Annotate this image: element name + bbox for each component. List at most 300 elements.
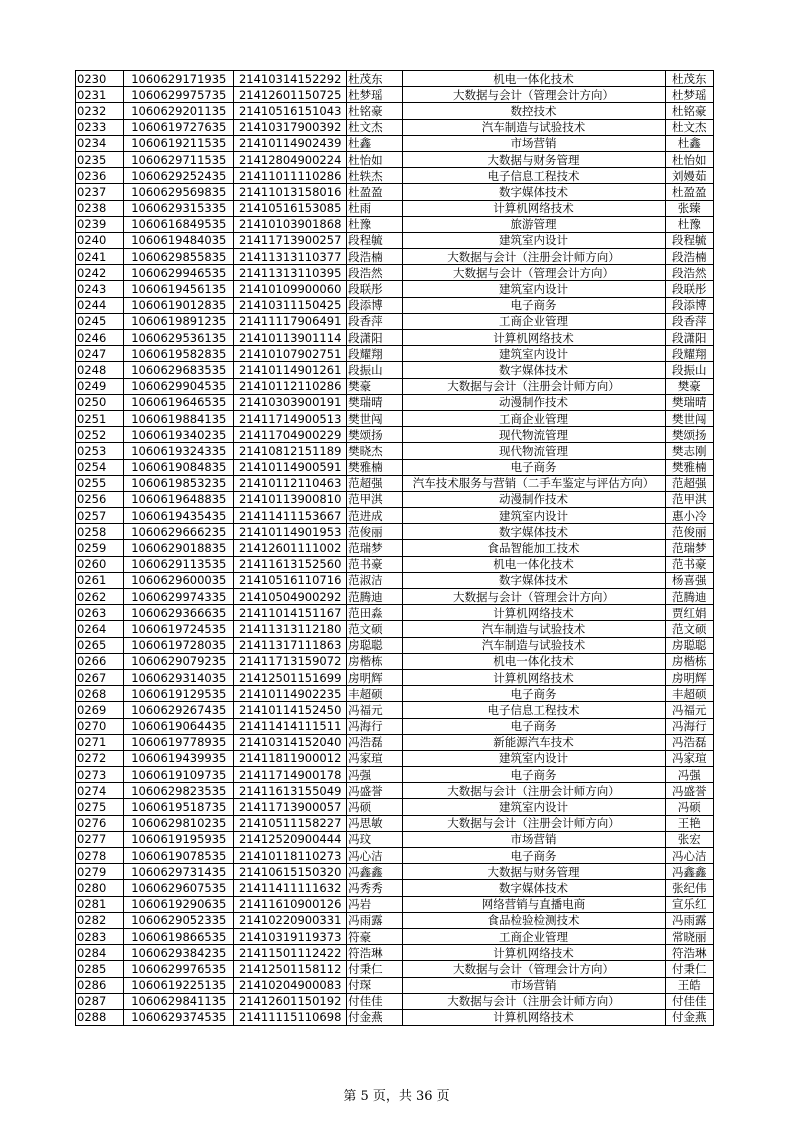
name-cell: 范腾迪 [347,589,402,605]
major-cell: 数字媒体技术 [402,362,665,378]
table-row [76,71,714,87]
registration-number-cell: 21411013158016 [234,184,347,200]
registration-number-cell: 21411313110395 [234,265,347,281]
name-cell: 冯强 [347,767,402,783]
name-cell: 段潇阳 [347,330,402,346]
registration-number-cell: 21411610900126 [234,896,347,912]
table-row [76,249,714,265]
table-row [76,281,714,297]
registration-number-cell: 21411313110377 [234,249,347,265]
major-cell: 电子信息工程技术 [402,702,665,718]
registration-number-cell: 21411713159072 [234,653,347,669]
signature-cell: 冯盛誉 [665,783,713,799]
table-row [76,394,714,410]
registration-number-cell: 21410114901953 [234,524,347,540]
page-footer: 第 5 页，共 36 页 [343,1089,450,1104]
exam-number-cell: 1060629252435 [124,168,234,184]
seq-cell: 0243 [76,281,124,297]
signature-cell: 付金燕 [665,1009,713,1025]
exam-number-cell: 1060619211535 [124,135,234,151]
seq-cell: 0236 [76,168,124,184]
major-cell: 电子商务 [402,297,665,313]
exam-number-cell: 1060629904535 [124,378,234,394]
exam-number-cell: 1060619195935 [124,831,234,847]
seq-cell: 0282 [76,912,124,928]
seq-cell: 0280 [76,880,124,896]
name-cell: 付佳佳 [347,993,402,1009]
seq-cell: 0246 [76,330,124,346]
signature-cell: 付秉仁 [665,961,713,977]
registration-number-cell: 21410114900591 [234,459,347,475]
signature-cell: 冯雨露 [665,912,713,928]
major-cell: 市场营销 [402,135,665,151]
table-row [76,151,714,167]
registration-number-cell: 21410314152040 [234,734,347,750]
name-cell: 杜茂东 [347,71,402,87]
exam-number-cell: 1060629975735 [124,87,234,103]
exam-number-cell: 1060619853235 [124,475,234,491]
exam-number-cell: 1060619439935 [124,750,234,766]
table-row [76,686,714,702]
seq-cell: 0254 [76,459,124,475]
major-cell: 市场营销 [402,831,665,847]
seq-cell: 0242 [76,265,124,281]
signature-cell: 房明辉 [665,669,713,685]
major-cell: 计算机网络技术 [402,330,665,346]
signature-cell: 张纪伟 [665,880,713,896]
exam-number-cell: 1060619484035 [124,232,234,248]
name-cell: 丰超硕 [347,686,402,702]
name-cell: 樊颂扬 [347,427,402,443]
name-cell: 范瑞梦 [347,540,402,556]
table-row [76,410,714,426]
seq-cell: 0239 [76,216,124,232]
registration-number-cell: 21410516110716 [234,572,347,588]
registration-number-cell: 21410118110273 [234,848,347,864]
name-cell: 冯秀秀 [347,880,402,896]
signature-cell: 杜梦瑶 [665,87,713,103]
major-cell: 大数据与会计（管理会计方向） [402,87,665,103]
signature-cell: 范甲淇 [665,491,713,507]
exam-number-cell: 1060619582835 [124,346,234,362]
name-cell: 段联彤 [347,281,402,297]
exam-number-cell: 1060619728035 [124,637,234,653]
registration-number-cell: 21410516153085 [234,200,347,216]
signature-cell: 付佳佳 [665,993,713,1009]
registration-number-cell: 21411704900229 [234,427,347,443]
exam-number-cell: 1060619064435 [124,718,234,734]
seq-cell: 0245 [76,313,124,329]
seq-cell: 0232 [76,103,124,119]
name-cell: 樊晓杰 [347,443,402,459]
table-row [76,864,714,880]
table-row [76,135,714,151]
seq-cell: 0273 [76,767,124,783]
table-row [76,459,714,475]
major-cell: 电子商务 [402,848,665,864]
major-cell: 电子信息工程技术 [402,168,665,184]
table-row [76,961,714,977]
table-row [76,848,714,864]
registration-number-cell: 21410812151189 [234,443,347,459]
seq-cell: 0249 [76,378,124,394]
exam-number-cell: 1060629314035 [124,669,234,685]
signature-cell: 段潇阳 [665,330,713,346]
major-cell: 工商企业管理 [402,313,665,329]
exam-number-cell: 1060629113535 [124,556,234,572]
registration-number-cell: 21411117906491 [234,313,347,329]
name-cell: 付秉仁 [347,961,402,977]
table-row [76,928,714,944]
seq-cell: 0286 [76,977,124,993]
major-cell: 大数据与会计（管理会计方向） [402,961,665,977]
signature-cell: 冯硕 [665,799,713,815]
major-cell: 现代物流管理 [402,443,665,459]
table-row [76,427,714,443]
registration-number-cell: 21412804900224 [234,151,347,167]
signature-cell: 杜茂东 [665,71,713,87]
name-cell: 冯岩 [347,896,402,912]
name-cell: 冯雨露 [347,912,402,928]
seq-cell: 0258 [76,524,124,540]
seq-cell: 0247 [76,346,124,362]
registration-number-cell: 21410511158227 [234,815,347,831]
major-cell: 汽车制造与试验技术 [402,637,665,653]
table-row [76,524,714,540]
exam-number-cell: 1060629315335 [124,200,234,216]
seq-cell: 0230 [76,71,124,87]
exam-number-cell: 1060616849535 [124,216,234,232]
seq-cell: 0272 [76,750,124,766]
signature-cell: 贾红娟 [665,605,713,621]
seq-cell: 0260 [76,556,124,572]
major-cell: 建筑室内设计 [402,750,665,766]
signature-cell: 杜盈盈 [665,184,713,200]
seq-cell: 0283 [76,928,124,944]
major-cell: 建筑室内设计 [402,281,665,297]
name-cell: 范淑洁 [347,572,402,588]
registration-number-cell: 21411414111511 [234,718,347,734]
signature-cell: 宣乐红 [665,896,713,912]
seq-cell: 0237 [76,184,124,200]
table-row [76,669,714,685]
table-row [76,589,714,605]
table-row [76,200,714,216]
registration-number-cell: 21410114901261 [234,362,347,378]
signature-cell: 冯浩磊 [665,734,713,750]
exam-number-cell: 1060629079235 [124,653,234,669]
exam-number-cell: 1060619727635 [124,119,234,135]
exam-number-cell: 1060619648835 [124,491,234,507]
exam-number-cell: 1060619884135 [124,410,234,426]
major-cell: 建筑室内设计 [402,346,665,362]
exam-number-cell: 1060629600035 [124,572,234,588]
table-row [76,475,714,491]
signature-cell: 范超强 [665,475,713,491]
registration-number-cell: 21412601150192 [234,993,347,1009]
registration-number-cell: 21410319119373 [234,928,347,944]
seq-cell: 0262 [76,589,124,605]
signature-cell: 樊雅楠 [665,459,713,475]
registration-number-cell: 21410303900191 [234,394,347,410]
table-row [76,103,714,119]
name-cell: 段浩然 [347,265,402,281]
exam-number-cell: 1060619518735 [124,799,234,815]
table-row [76,265,714,281]
registration-number-cell: 21411411153667 [234,508,347,524]
registration-number-cell: 21410504900292 [234,589,347,605]
major-cell: 新能源汽车技术 [402,734,665,750]
major-cell: 计算机网络技术 [402,669,665,685]
name-cell: 符豪 [347,928,402,944]
seq-cell: 0244 [76,297,124,313]
major-cell: 汽车技术服务与营销（二手车鉴定与评估方向） [402,475,665,491]
name-cell: 冯家瑄 [347,750,402,766]
seq-cell: 0255 [76,475,124,491]
signature-cell: 段耀翔 [665,346,713,362]
name-cell: 杜梦瑶 [347,87,402,103]
table-row [76,605,714,621]
name-cell: 付金燕 [347,1009,402,1025]
roster-table [75,70,714,1026]
table-row [76,313,714,329]
registration-number-cell: 21410109900060 [234,281,347,297]
major-cell: 动漫制作技术 [402,394,665,410]
seq-cell: 0250 [76,394,124,410]
table-row [76,362,714,378]
major-cell: 旅游管理 [402,216,665,232]
signature-cell: 段浩然 [665,265,713,281]
registration-number-cell: 21410204900083 [234,977,347,993]
exam-number-cell: 1060629052335 [124,912,234,928]
exam-number-cell: 1060629976535 [124,961,234,977]
name-cell: 范文硕 [347,621,402,637]
seq-cell: 0238 [76,200,124,216]
signature-cell: 范俊丽 [665,524,713,540]
major-cell: 计算机网络技术 [402,945,665,961]
signature-cell: 段浩楠 [665,249,713,265]
major-cell: 建筑室内设计 [402,232,665,248]
exam-number-cell: 1060629810235 [124,815,234,831]
seq-cell: 0248 [76,362,124,378]
seq-cell: 0264 [76,621,124,637]
seq-cell: 0235 [76,151,124,167]
table-row [76,783,714,799]
name-cell: 冯硕 [347,799,402,815]
registration-number-cell: 21410114902235 [234,686,347,702]
name-cell: 冯盛誉 [347,783,402,799]
registration-number-cell: 21411011110286 [234,168,347,184]
registration-number-cell: 21411714900178 [234,767,347,783]
table-row [76,540,714,556]
table-row [76,653,714,669]
name-cell: 段香萍 [347,313,402,329]
seq-cell: 0277 [76,831,124,847]
name-cell: 杜盈盈 [347,184,402,200]
exam-number-cell: 1060629171935 [124,71,234,87]
table-row [76,702,714,718]
signature-cell: 惠小冷 [665,508,713,524]
table-row [76,216,714,232]
registration-number-cell: 21411115110698 [234,1009,347,1025]
seq-cell: 0274 [76,783,124,799]
major-cell: 电子商务 [402,767,665,783]
table-row [76,346,714,362]
exam-number-cell: 1060619646535 [124,394,234,410]
table-row [76,572,714,588]
table-row [76,767,714,783]
table-row [76,491,714,507]
exam-number-cell: 1060629841135 [124,993,234,1009]
signature-cell: 樊志刚 [665,443,713,459]
registration-number-cell: 21410113900810 [234,491,347,507]
table-row [76,977,714,993]
exam-number-cell: 1060619129535 [124,686,234,702]
name-cell: 范进成 [347,508,402,524]
major-cell: 机电一体化技术 [402,71,665,87]
seq-cell: 0287 [76,993,124,1009]
seq-cell: 0278 [76,848,124,864]
registration-number-cell: 21412601150725 [234,87,347,103]
registration-number-cell: 21411613152560 [234,556,347,572]
table-row [76,831,714,847]
registration-number-cell: 21412501151699 [234,669,347,685]
table-row [76,184,714,200]
signature-cell: 樊世闯 [665,410,713,426]
name-cell: 段程毓 [347,232,402,248]
seq-cell: 0259 [76,540,124,556]
exam-number-cell: 1060629018835 [124,540,234,556]
exam-number-cell: 1060629683535 [124,362,234,378]
seq-cell: 0281 [76,896,124,912]
table-row [76,750,714,766]
signature-cell: 范文硕 [665,621,713,637]
exam-number-cell: 1060619435435 [124,508,234,524]
major-cell: 大数据与财务管理 [402,151,665,167]
exam-number-cell: 1060619866535 [124,928,234,944]
major-cell: 大数据与会计（注册会计师方向） [402,815,665,831]
major-cell: 工商企业管理 [402,928,665,944]
table-row [76,297,714,313]
signature-cell: 杜豫 [665,216,713,232]
registration-number-cell: 21411713900057 [234,799,347,815]
exam-number-cell: 1060619078535 [124,848,234,864]
exam-number-cell: 1060619778935 [124,734,234,750]
major-cell: 计算机网络技术 [402,200,665,216]
registration-number-cell: 21410114902439 [234,135,347,151]
name-cell: 杜怡如 [347,151,402,167]
seq-cell: 0233 [76,119,124,135]
seq-cell: 0270 [76,718,124,734]
registration-number-cell: 21410112110463 [234,475,347,491]
name-cell: 杜轶杰 [347,168,402,184]
signature-cell: 杨喜强 [665,572,713,588]
seq-cell: 0285 [76,961,124,977]
table-row [76,637,714,653]
registration-number-cell: 21410103901868 [234,216,347,232]
table-row [76,734,714,750]
major-cell: 食品智能加工技术 [402,540,665,556]
exam-number-cell: 1060619290635 [124,896,234,912]
exam-number-cell: 1060629384235 [124,945,234,961]
major-cell: 建筑室内设计 [402,799,665,815]
table-row [76,621,714,637]
registration-number-cell: 21411613155049 [234,783,347,799]
exam-number-cell: 1060629569835 [124,184,234,200]
signature-cell: 冯强 [665,767,713,783]
signature-cell: 张臻 [665,200,713,216]
name-cell: 范超强 [347,475,402,491]
signature-cell: 段香萍 [665,313,713,329]
registration-number-cell: 21411411111632 [234,880,347,896]
signature-cell: 范瑞梦 [665,540,713,556]
signature-cell: 段联彤 [665,281,713,297]
major-cell: 现代物流管理 [402,427,665,443]
table-row [76,330,714,346]
table-row [76,993,714,1009]
signature-cell: 丰超硕 [665,686,713,702]
exam-number-cell: 1060619012835 [124,297,234,313]
major-cell: 食品检验检测技术 [402,912,665,928]
name-cell: 樊瑞晴 [347,394,402,410]
name-cell: 范俊丽 [347,524,402,540]
table-row [76,880,714,896]
registration-number-cell: 21411811900012 [234,750,347,766]
seq-cell: 0267 [76,669,124,685]
signature-cell: 王皓 [665,977,713,993]
signature-cell: 冯福元 [665,702,713,718]
exam-number-cell: 1060629374535 [124,1009,234,1025]
major-cell: 数字媒体技术 [402,524,665,540]
exam-number-cell: 1060619891235 [124,313,234,329]
registration-number-cell: 21411713900257 [234,232,347,248]
table-row [76,718,714,734]
name-cell: 冯玟 [347,831,402,847]
name-cell: 杜豫 [347,216,402,232]
registration-number-cell: 21410220900331 [234,912,347,928]
name-cell: 冯海行 [347,718,402,734]
exam-number-cell: 1060629536135 [124,330,234,346]
exam-number-cell: 1060629201135 [124,103,234,119]
name-cell: 范书豪 [347,556,402,572]
exam-number-cell: 1060629711535 [124,151,234,167]
seq-cell: 0253 [76,443,124,459]
registration-number-cell: 21411714900513 [234,410,347,426]
registration-number-cell: 21410114152450 [234,702,347,718]
signature-cell: 樊豪 [665,378,713,394]
exam-number-cell: 1060629855835 [124,249,234,265]
exam-number-cell: 1060629607535 [124,880,234,896]
signature-cell: 张宏 [665,831,713,847]
table-row [76,799,714,815]
registration-number-cell: 21410113901114 [234,330,347,346]
exam-number-cell: 1060619724535 [124,621,234,637]
exam-number-cell: 1060619109735 [124,767,234,783]
name-cell: 房楷栋 [347,653,402,669]
major-cell: 大数据与会计（注册会计师方向） [402,993,665,1009]
signature-cell: 冯海行 [665,718,713,734]
name-cell: 冯思敏 [347,815,402,831]
seq-cell: 0275 [76,799,124,815]
major-cell: 电子商务 [402,686,665,702]
major-cell: 电子商务 [402,718,665,734]
seq-cell: 0265 [76,637,124,653]
major-cell: 汽车制造与试验技术 [402,119,665,135]
table-row [76,1009,714,1025]
table-row [76,87,714,103]
major-cell: 数控技术 [402,103,665,119]
seq-cell: 0279 [76,864,124,880]
